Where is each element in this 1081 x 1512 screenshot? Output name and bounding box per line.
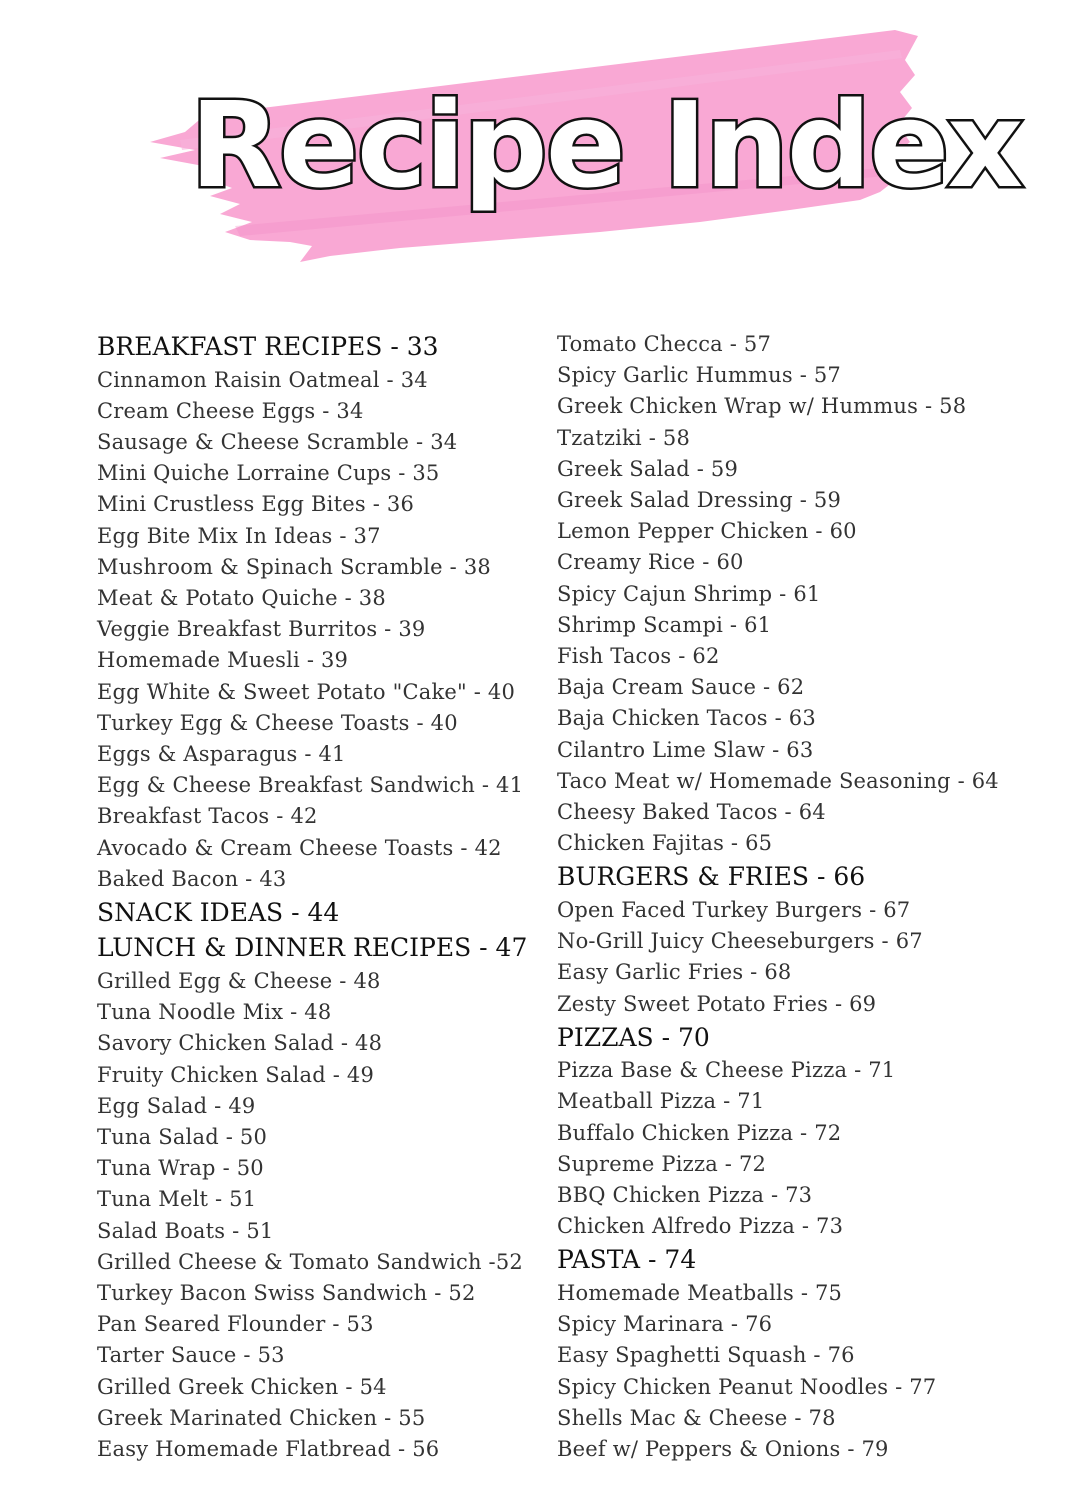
recipe-item: Fish Tacos - 62 xyxy=(557,644,720,668)
recipe-item: Salad Boats - 51 xyxy=(97,1218,274,1243)
recipe-item: Baja Chicken Tacos - 63 xyxy=(557,706,816,731)
recipe-item: Spicy Marinara - 76 xyxy=(557,1312,773,1337)
recipe-item: Turkey Egg & Cheese Toasts - 40 xyxy=(97,710,458,735)
recipe-item: Tuna Melt - 51 xyxy=(97,1187,257,1212)
recipe-item: Avocado & Cream Cheese Toasts - 42 xyxy=(97,835,502,860)
recipe-item: Grilled Greek Chicken - 54 xyxy=(97,1374,387,1399)
recipe-item: Shrimp Scampi - 61 xyxy=(557,612,772,637)
recipe-item: Supreme Pizza - 72 xyxy=(557,1151,767,1176)
recipe-item: Sausage & Cheese Scramble - 34 xyxy=(97,429,458,454)
recipe-item: Taco Meat w/ Homemade Seasoning - 64 xyxy=(557,768,999,793)
recipe-item: Easy Homemade Flatbread - 56 xyxy=(97,1436,440,1461)
recipe-item: Mushroom & Spinach Scramble - 38 xyxy=(97,554,491,579)
recipe-item: Spicy Garlic Hummus - 57 xyxy=(557,363,841,388)
recipe-item: Baja Cream Sauce - 62 xyxy=(557,675,805,700)
section-heading: SNACK IDEAS - 44 xyxy=(97,897,340,927)
section-heading: PIZZAS - 70 xyxy=(557,1022,710,1052)
recipe-item: Grilled Cheese & Tomato Sandwich -52 xyxy=(97,1249,523,1274)
recipe-item: Beef w/ Peppers & Onions - 79 xyxy=(557,1436,889,1461)
recipe-item: Easy Garlic Fries - 68 xyxy=(557,960,792,985)
recipe-item: Breakfast Tacos - 42 xyxy=(97,804,318,829)
recipe-item: Baked Bacon - 43 xyxy=(97,866,287,891)
recipe-item: Open Faced Turkey Burgers - 67 xyxy=(557,897,911,922)
recipe-item: Chicken Fajitas - 65 xyxy=(557,831,773,856)
recipe-item: No-Grill Juicy Cheeseburgers - 67 xyxy=(557,929,923,954)
recipe-item: Pizza Base & Cheese Pizza - 71 xyxy=(557,1058,896,1083)
recipe-item: Spicy Chicken Peanut Noodles - 77 xyxy=(557,1374,937,1399)
recipe-item: Veggie Breakfast Burritos - 39 xyxy=(97,617,426,642)
recipe-item: Greek Chicken Wrap w/ Hummus - 58 xyxy=(557,394,967,419)
recipe-item: Egg Bite Mix In Ideas - 37 xyxy=(97,523,381,548)
recipe-item: Grilled Egg & Cheese - 48 xyxy=(97,968,381,993)
recipe-item: Tzatziki - 58 xyxy=(557,425,691,450)
recipe-item: Homemade Muesli - 39 xyxy=(97,648,349,673)
recipe-item: Eggs & Asparagus - 41 xyxy=(97,741,346,766)
recipe-item: Mini Crustless Egg Bites - 36 xyxy=(97,492,415,517)
recipe-item: Tuna Salad - 50 xyxy=(97,1124,268,1149)
recipe-item: Tomato Checca - 57 xyxy=(557,332,772,356)
recipe-item: Chicken Alfredo Pizza - 73 xyxy=(557,1214,844,1239)
recipe-item: Zesty Sweet Potato Fries - 69 xyxy=(557,991,877,1016)
recipe-item: Tarter Sauce - 53 xyxy=(97,1343,285,1368)
recipe-item: Creamy Rice - 60 xyxy=(557,550,744,575)
page-title: Recipe Index xyxy=(190,76,1022,214)
title-banner xyxy=(0,0,1081,290)
recipe-item: Egg Salad - 49 xyxy=(97,1093,256,1118)
section-heading: PASTA - 74 xyxy=(557,1245,697,1275)
recipe-item: Turkey Bacon Swiss Sandwich - 52 xyxy=(97,1280,476,1305)
recipe-item: BBQ Chicken Pizza - 73 xyxy=(557,1183,813,1207)
recipe-item: Cream Cheese Eggs - 34 xyxy=(97,398,364,423)
recipe-item: Cinnamon Raisin Oatmeal - 34 xyxy=(97,367,428,392)
section-heading: BREAKFAST RECIPES - 33 xyxy=(97,332,439,361)
recipe-item: Tuna Noodle Mix - 48 xyxy=(97,1000,332,1025)
recipe-item: Cilantro Lime Slaw - 63 xyxy=(557,737,814,762)
recipe-item: Mini Quiche Lorraine Cups - 35 xyxy=(97,461,440,486)
recipe-item: Tuna Wrap - 50 xyxy=(97,1156,264,1181)
recipe-item: Easy Spaghetti Squash - 76 xyxy=(557,1343,855,1368)
recipe-item: Buffalo Chicken Pizza - 72 xyxy=(557,1120,842,1145)
recipe-item: Egg White & Sweet Potato "Cake" - 40 xyxy=(97,679,516,704)
recipe-item: Fruity Chicken Salad - 49 xyxy=(97,1062,375,1087)
recipe-item: Greek Marinated Chicken - 55 xyxy=(97,1405,426,1430)
recipe-item: Meatball Pizza - 71 xyxy=(557,1089,765,1114)
recipe-item: Pan Seared Flounder - 53 xyxy=(97,1312,374,1337)
recipe-item: Greek Salad Dressing - 59 xyxy=(557,488,842,512)
section-heading: LUNCH & DINNER RECIPES - 47 xyxy=(97,933,528,963)
recipe-item: Cheesy Baked Tacos - 64 xyxy=(557,800,826,824)
recipe-item: Shells Mac & Cheese - 78 xyxy=(557,1405,836,1430)
recipe-item: Homemade Meatballs - 75 xyxy=(557,1280,843,1305)
recipe-item: Spicy Cajun Shrimp - 61 xyxy=(557,581,821,606)
recipe-item: Lemon Pepper Chicken - 60 xyxy=(557,519,857,544)
recipe-item: Greek Salad - 59 xyxy=(557,456,739,481)
recipe-item: Savory Chicken Salad - 48 xyxy=(97,1031,383,1056)
section-heading: BURGERS & FRIES - 66 xyxy=(557,862,866,892)
recipe-item: Egg & Cheese Breakfast Sandwich - 41 xyxy=(97,773,524,798)
recipe-item: Meat & Potato Quiche - 38 xyxy=(97,585,386,610)
